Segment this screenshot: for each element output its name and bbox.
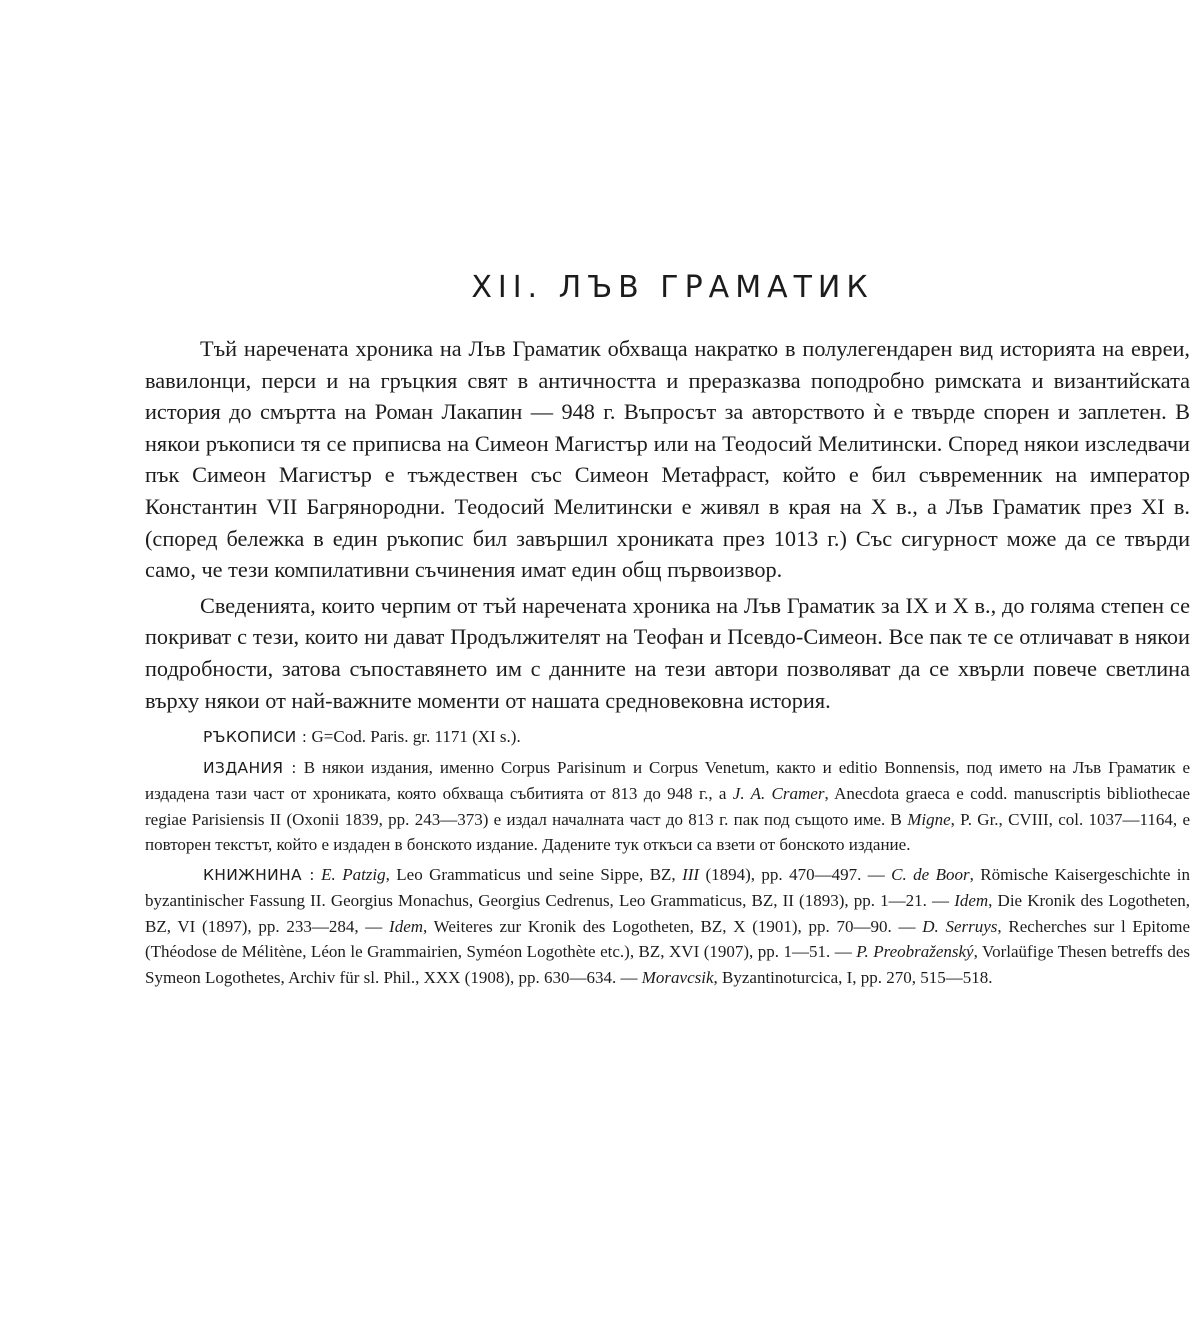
author-name: D. Serruys	[922, 916, 998, 936]
editions-label: ИЗДАНИЯ :	[203, 758, 297, 777]
literature-label: КНИЖНИНА :	[203, 865, 315, 884]
editions-text: , Anecdota graeca e codd. manuscriptis bibliothecae regiae Parisiensis II (Oxonii 1839, pp. 243—373) е издал началната част до 813 г. пак под същото име. В	[145, 784, 1190, 829]
manuscripts-note	[145, 724, 1190, 751]
literature-text: , Recherches sur l Epitome (Théodose de Mélitène, Léon le Grammairien, Syméon Logothète etc.), BZ, XVI (1907), pp. 1—51. —	[145, 916, 1191, 962]
page	[145, 270, 1190, 990]
editions-text: В някои издания, именно Corpus Parisinum и Corpus Venetum, както и editio Bonnensis, под името на Лъв Граматик е издадена тази част от хрониката, която обхваща събитията от 813 до 948 г., а	[145, 757, 1190, 804]
literature-text: , Römische Kaisergeschichte in byzantinischer Fassung II. Georgius Monachus, Georgius Cedrenus, Leo Grammaticus, BZ, II (1893), pp. 1—21. —	[145, 864, 1191, 911]
author-name: C. de Boor	[891, 864, 970, 884]
manuscripts-label: РЪКОПИСИ :	[203, 728, 308, 747]
author-name: Idem	[954, 891, 989, 911]
author-name: Idem	[389, 916, 424, 936]
editions-note	[145, 755, 1190, 858]
literature-text: , Weiteres zur Kronik des Logotheten, BZ, X (1901), pp. 70—90. —	[423, 916, 916, 936]
manuscripts-text: G=Cod. Paris. gr. 1171 (XI s.).	[311, 727, 521, 747]
author-name: Moravcsik	[641, 967, 714, 987]
author-name: E. Patzig	[321, 864, 386, 884]
body-paragraph: Сведенията, които черпим от тъй наречената хроника на Лъв Граматик за IX и X в., до голяма степен се покриват с тези, които ни дават Продължителят на Теофан и Псевдо-Симеон. Все пак те се отличават в някои подробности, затова съпоставянето им с данните на тези автори позволяват да се хвърли повече светлина върху някои от най-важните моменти от нашата средновековна история.	[145, 592, 1190, 713]
author-name: J. A. Cramer	[732, 784, 825, 804]
volume-number: III	[682, 864, 700, 884]
literature-text: , Leo Grammaticus und seine Sippe, BZ,	[385, 864, 676, 884]
author-name: Migne	[907, 809, 951, 829]
chapter-title: XII. ЛЪВ ГРАМАТИК	[471, 270, 874, 305]
literature-text: , Byzantinoturcica, I, pp. 270, 515—518.	[713, 967, 993, 987]
literature-note	[145, 862, 1190, 991]
body-paragraph: Тъй наречената хроника на Лъв Граматик обхваща накратко в полулегендарен вид историята на евреи, вавилонци, перси и на гръцкия свят в античността и преразказва поподробно римската и византийската история до смъртта на Роман Лакапин — 948 г. Въпросът за авторството ѝ е твърде спорен и заплетен. В някои ръкописи тя се приписва на Симеон Магистър или на Теодосий Мелитински. Според някои изследвачи пък Симеон Магистър е тъждествен със Симеон Метафраст, който е бил съвременник на император Константин VII Багрянородни. Теодосий Мелитински е живял в края на X в., а Лъв Граматик през XI в. (според бележка в един ръкопис бил завършил хрониката през 1013 г.) Със сигурност може да се твърди само, че тези компилативни съчинения имат един общ първоизвор.	[145, 336, 1190, 583]
editions-text: , P. Gr., CVIII, col. 1037—1164, е повторен текстът, който е издаден в бонското издание. Дадените тук откъси са взети от бонското издание.	[145, 809, 1190, 855]
literature-text: (1894), pp. 470—497. —	[705, 864, 885, 884]
author-name: P. Preobraženský	[856, 942, 974, 962]
literature-text: , Die Kronik des Logotheten, BZ, VI (1897), pp. 233—284, —	[145, 891, 1191, 936]
literature-text: , Vorlaüfige Thesen betreffs des Symeon Logothetes, Archiv für sl. Phil., XXX (1908), pp. 630—634. —	[145, 942, 1191, 987]
